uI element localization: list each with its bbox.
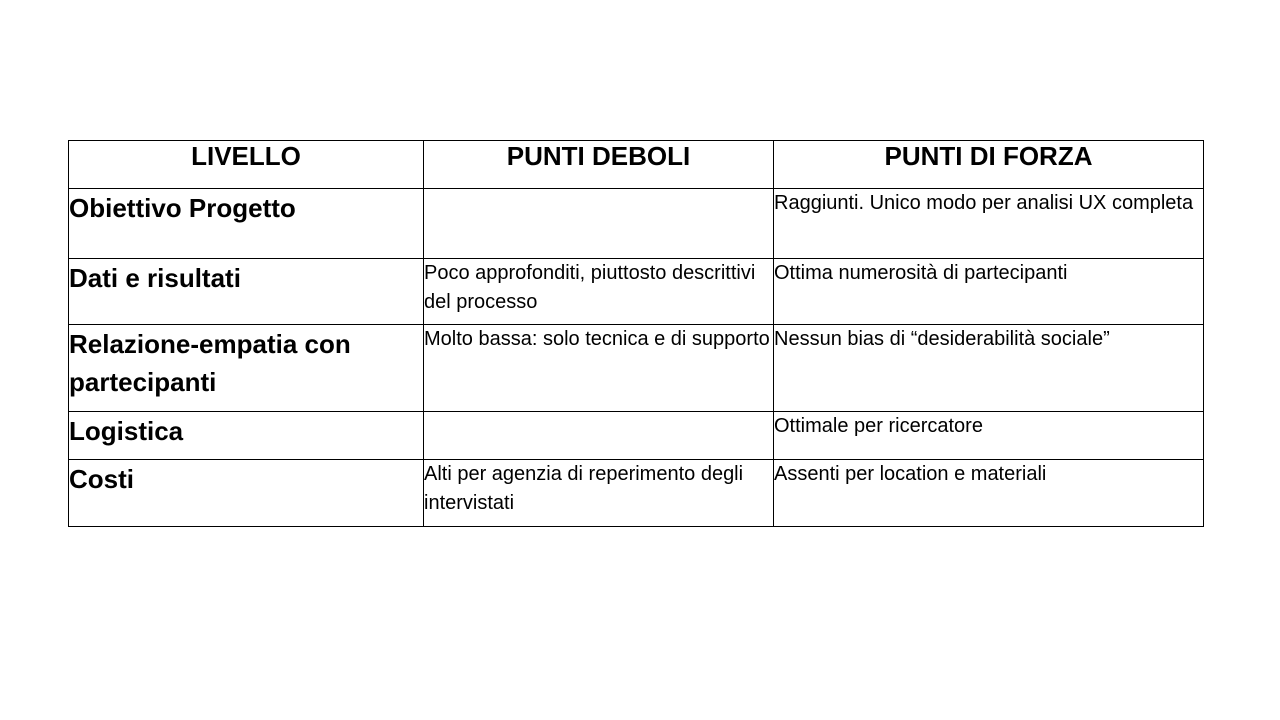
- strong-points-cell: Ottima numerosità di partecipanti: [774, 259, 1204, 325]
- weak-points-cell: Alti per agenzia di reperimento degli intervistati: [424, 460, 774, 527]
- table-row: [69, 325, 1204, 412]
- level-cell: Relazione-empatia con partecipanti: [69, 325, 424, 412]
- header-row: [69, 141, 1204, 189]
- table-row: [69, 189, 1204, 259]
- level-cell: Logistica: [69, 412, 424, 460]
- weak-points-cell: [424, 189, 774, 259]
- header-livello: LIVELLO: [69, 141, 424, 189]
- table-row: [69, 460, 1204, 527]
- level-cell: Costi: [69, 460, 424, 527]
- table-row: [69, 412, 1204, 460]
- strong-points-cell: Ottimale per ricercatore: [774, 412, 1204, 460]
- level-cell: Dati e risultati: [69, 259, 424, 325]
- comparison-table: [68, 140, 1204, 527]
- header-punti-di-forza: PUNTI DI FORZA: [774, 141, 1204, 189]
- strong-points-cell: Assenti per location e materiali: [774, 460, 1204, 527]
- level-cell: Obiettivo Progetto: [69, 189, 424, 259]
- strong-points-cell: Nessun bias di “desiderabilità sociale”: [774, 325, 1204, 412]
- weak-points-cell: Poco approfonditi, piuttosto descrittivi del processo: [424, 259, 774, 325]
- header-punti-deboli: PUNTI DEBOLI: [424, 141, 774, 189]
- table-row: [69, 259, 1204, 325]
- strong-points-cell: Raggiunti. Unico modo per analisi UX completa: [774, 189, 1204, 259]
- weak-points-cell: [424, 412, 774, 460]
- weak-points-cell: Molto bassa: solo tecnica e di supporto: [424, 325, 774, 412]
